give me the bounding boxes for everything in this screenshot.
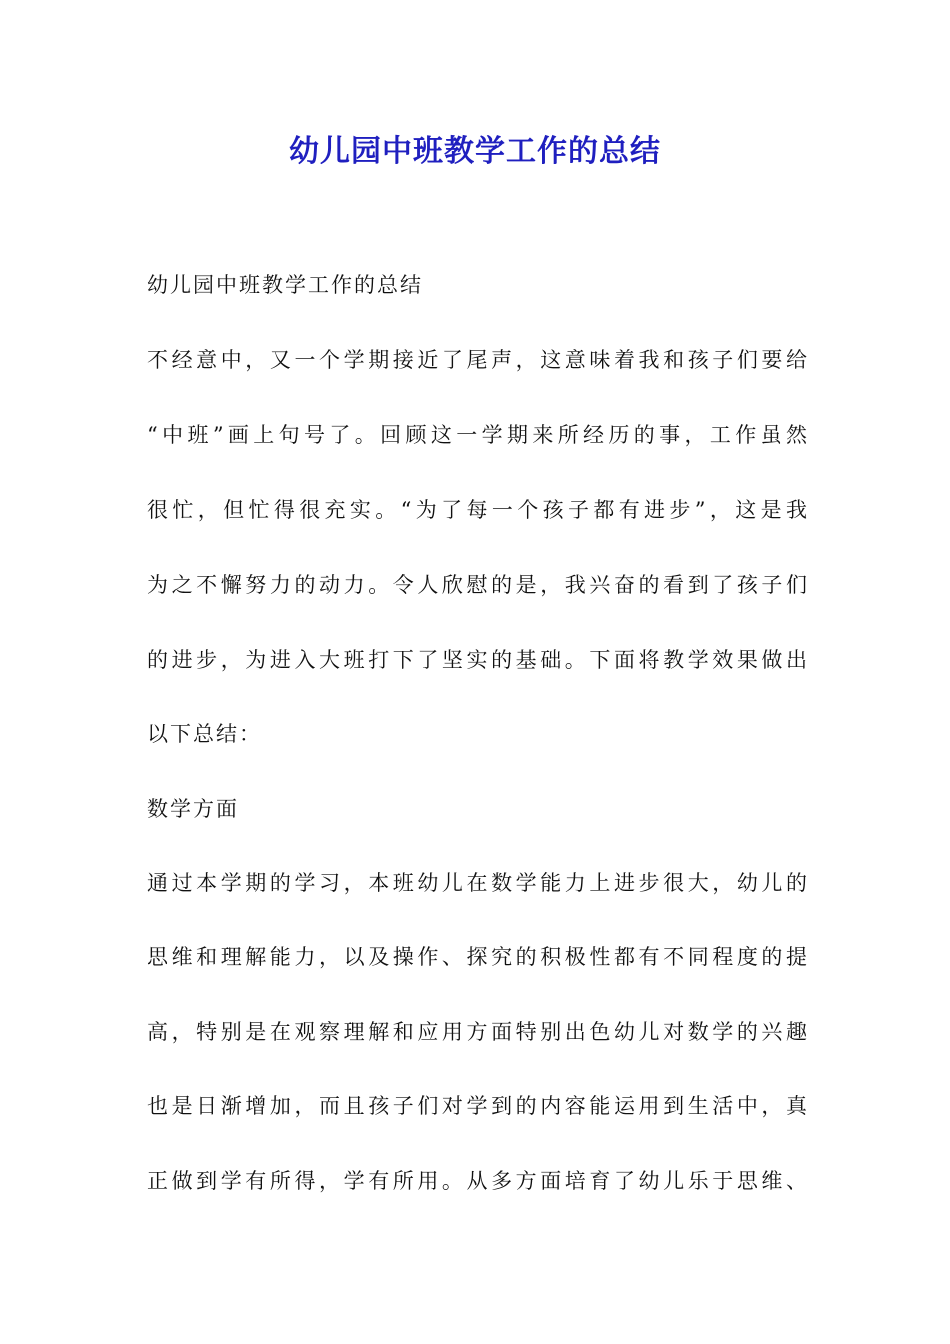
paragraph-line: 正做到学有所得，学有所用。从多方面培育了幼儿乐于思维、	[147, 1169, 807, 1193]
document-title: 幼儿园中班教学工作的总结	[289, 134, 661, 169]
paragraph-line: 以下总结：	[147, 722, 262, 746]
section-heading: 数学方面	[147, 797, 239, 821]
paragraph-line: 很忙，但忙得很充实。“为了每一个孩子都有进步”，这是我	[147, 498, 807, 522]
section-heading: 幼儿园中班教学工作的总结	[147, 273, 423, 297]
paragraph-line: 为之不懈努力的动力。令人欣慰的是，我兴奋的看到了孩子们	[147, 573, 807, 597]
paragraph-line: 的进步，为进入大班打下了坚实的基础。下面将教学效果做出	[147, 648, 807, 672]
paragraph-line: 通过本学期的学习，本班幼儿在数学能力上进步很大，幼儿的	[147, 871, 807, 895]
paragraph-line: 高，特别是在观察理解和应用方面特别出色幼儿对数学的兴趣	[147, 1020, 807, 1044]
paragraph-line: 也是日渐增加，而且孩子们对学到的内容能运用到生活中，真	[147, 1094, 807, 1118]
paragraph-line: 不经意中，又一个学期接近了尾声，这意味着我和孩子们要给	[147, 348, 807, 372]
paragraph-line: “中班”画上句号了。回顾这一学期来所经历的事，工作虽然	[147, 423, 807, 447]
paragraph-line: 思维和理解能力，以及操作、探究的积极性都有不同程度的提	[147, 945, 807, 969]
